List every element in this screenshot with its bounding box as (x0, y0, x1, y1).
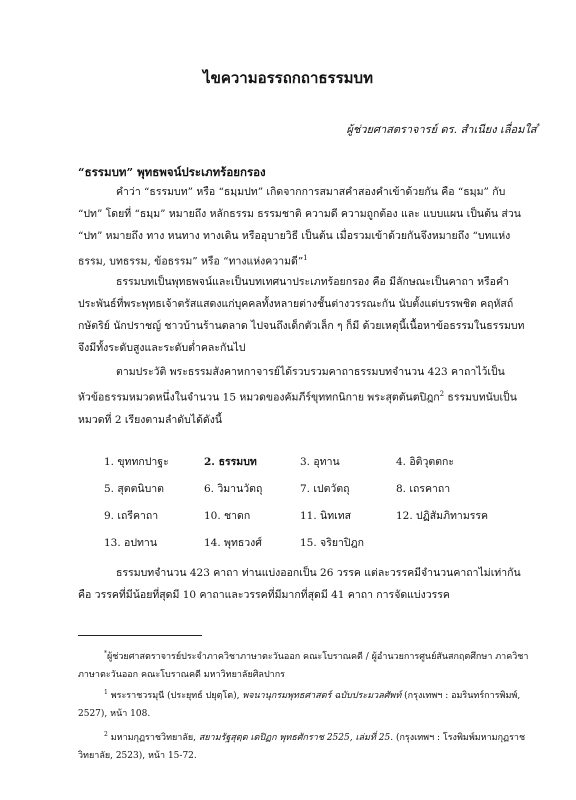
book-item: 9. เถรีคาถา (104, 510, 159, 522)
book-item: 10. ชาดก (204, 510, 251, 522)
page-title: ไขความอรรถกถาธรรมบท (203, 69, 373, 87)
footnote-author (78, 645, 530, 684)
footnote-book-title: สยามรัฐสุตฺต เตปิฏก พุทธศักราช 2525, เล่มที่ 25. (198, 733, 394, 743)
book-item: 12. ปฏิสัมภิทามรรค (396, 510, 489, 522)
footnote-2 (78, 726, 530, 765)
paragraph-3 (78, 361, 530, 431)
footnote-text: พระราชวรมุนี (ประยุทธ์ ปยุตฺโต), (110, 691, 243, 701)
footnote-book-title: พจนานุกรมพุทธศาสตร์ ฉบับประมวลศัพท์ (242, 691, 402, 701)
footnote-text: ผู้ช่วยศาสตราจารย์ประจำภาควิชาภาษาตะวันออก คณะโบราณคดี / ผู้อำนวยการศูนย์สันสกฤตศึกษา ภาควิชาภาษาตะวันออก คณะโบราณคดี มหาวิทยาลัยศิลปากร (78, 652, 529, 680)
author-footnote-mark: * (536, 122, 540, 131)
book-item: 7. เปตวัตถุ (300, 483, 350, 495)
footnote-ref-2: 2 (439, 390, 445, 398)
book-list (104, 448, 524, 556)
footnote-mark: 2 (104, 731, 108, 738)
book-item: 1. ขุททกปาฐะ (104, 456, 169, 468)
paragraph-1 (78, 181, 530, 273)
book-item: 15. จริยาปิฎก (300, 537, 364, 549)
footnote-mark: 1 (104, 689, 108, 696)
book-item: 13. อปทาน (104, 537, 158, 549)
book-row (104, 475, 524, 502)
book-item: 11. นิทเทส (300, 510, 352, 522)
book-item: 8. เถรคาถา (396, 483, 451, 495)
paragraph-2 (78, 271, 530, 359)
footnote-divider (78, 635, 202, 636)
book-item: 14. พุทธวงศ์ (204, 537, 262, 549)
author-name: ผู้ช่วยศาสตราจารย์ ดร. สำเนียง เลื่อมใส (346, 123, 537, 136)
book-row (104, 448, 524, 475)
footnote-text: (กรุงเทพฯ : โรงพิมพ์มหามกุฏราชวิทยาลัย, 2523), หน้า 15-72. (78, 733, 526, 761)
book-item: 4. อิติวุตตกะ (396, 456, 455, 468)
footnote-text: มหามกุฏราชวิทยาลัย, (110, 733, 199, 743)
paragraph-1-text: คำว่า “ธรรมบท” หรือ “ธมฺมปท” เกิดจากการสมาสคำสองคำเข้าด้วยกัน คือ “ธมฺม” กับ “ปท” โดยที่ “ธมฺม” หมายถึง หลักธรรม ธรรมชาติ ความดี ความถูกต้อง และ แบบแผน เป็นต้น ส่วน “ปท” หมายถึง ทาง หนทาง ทางเดิน หรืออุบายวิธี เป็นต้น เมื่อรวมเข้าด้วยกันจึงหมายถึง “บทแห่งธรรม, บทธรรม, ข้อธรรม” หรือ “ทางแห่งความดี” (78, 186, 521, 268)
section-heading: “ธรรมบท” พุทธพจน์ประเภทร้อยกรอง (78, 165, 266, 179)
footnote-1 (78, 684, 530, 723)
paragraph-4 (78, 562, 530, 606)
footnote-ref-1: 1 (303, 254, 308, 262)
footnote-mark: * (104, 650, 107, 657)
book-row (104, 529, 524, 556)
book-item: 5. สุตตนิบาต (104, 483, 164, 495)
footnote-text: (กรุงเทพฯ : อมรินทร์การพิมพ์, 2527), หน้า 108. (78, 691, 521, 719)
book-item: 3. อุทาน (300, 456, 340, 468)
paragraph-3-text: ตามประวัติ พระธรรมสังคาหกาจารย์ได้รวบรวมคาถาธรรมบทจำนวน 423 คาถาไว้เป็นหัวข้อธรรมหมวดหนึ่งในจำนวน 15 หมวดของคัมภีร์ขุททกนิกาย พระสุตตันตปิฎก (78, 366, 505, 404)
author-line (346, 120, 540, 138)
paragraph-4-text: ธรรมบทจำนวน 423 คาถา ท่านแบ่งออกเป็น 26 วรรค แต่ละวรรคมีจำนวนคาถาไม่เท่ากัน คือ วรรคที่มีน้อยที่สุดมี 10 คาถาและวรรคที่มีมากที่สุดมี 41 คาถา การจัดแบ่งวรรค (78, 567, 521, 601)
paragraph-3-tail: ธรรมบทนับเป็นหมวดที่ 2 เรียงตามลำดับได้ดังนี้ (78, 391, 517, 426)
book-item: 6. วิมานวัตถุ (204, 483, 263, 495)
book-row (104, 502, 524, 529)
book-item-highlighted: 2. ธรรมบท (204, 456, 257, 468)
paragraph-2-text: ธรรมบทเป็นพุทธพจน์และเป็นบทเทศนาประเภทร้อยกรอง คือ มีลักษณะเป็นคาถา หรือคำประพันธ์ที่พระพุทธเจ้าตรัสแสดงแก่บุคคลทั้งหลายต่างชั้นต่างวรรณะกัน นับตั้งแต่บรรพชิต คฤหัสถ์ กษัตริย์ นักปราชญ์ ชาวบ้านร้านตลาด ไปจนถึงเด็กตัวเล็ก ๆ ก็มี ด้วยเหตุนี้เนื้อหาข้อธรรมในธรรมบทจึงมีทั้งระดับสูงและระดับต่ำคละกันไป (78, 276, 525, 354)
